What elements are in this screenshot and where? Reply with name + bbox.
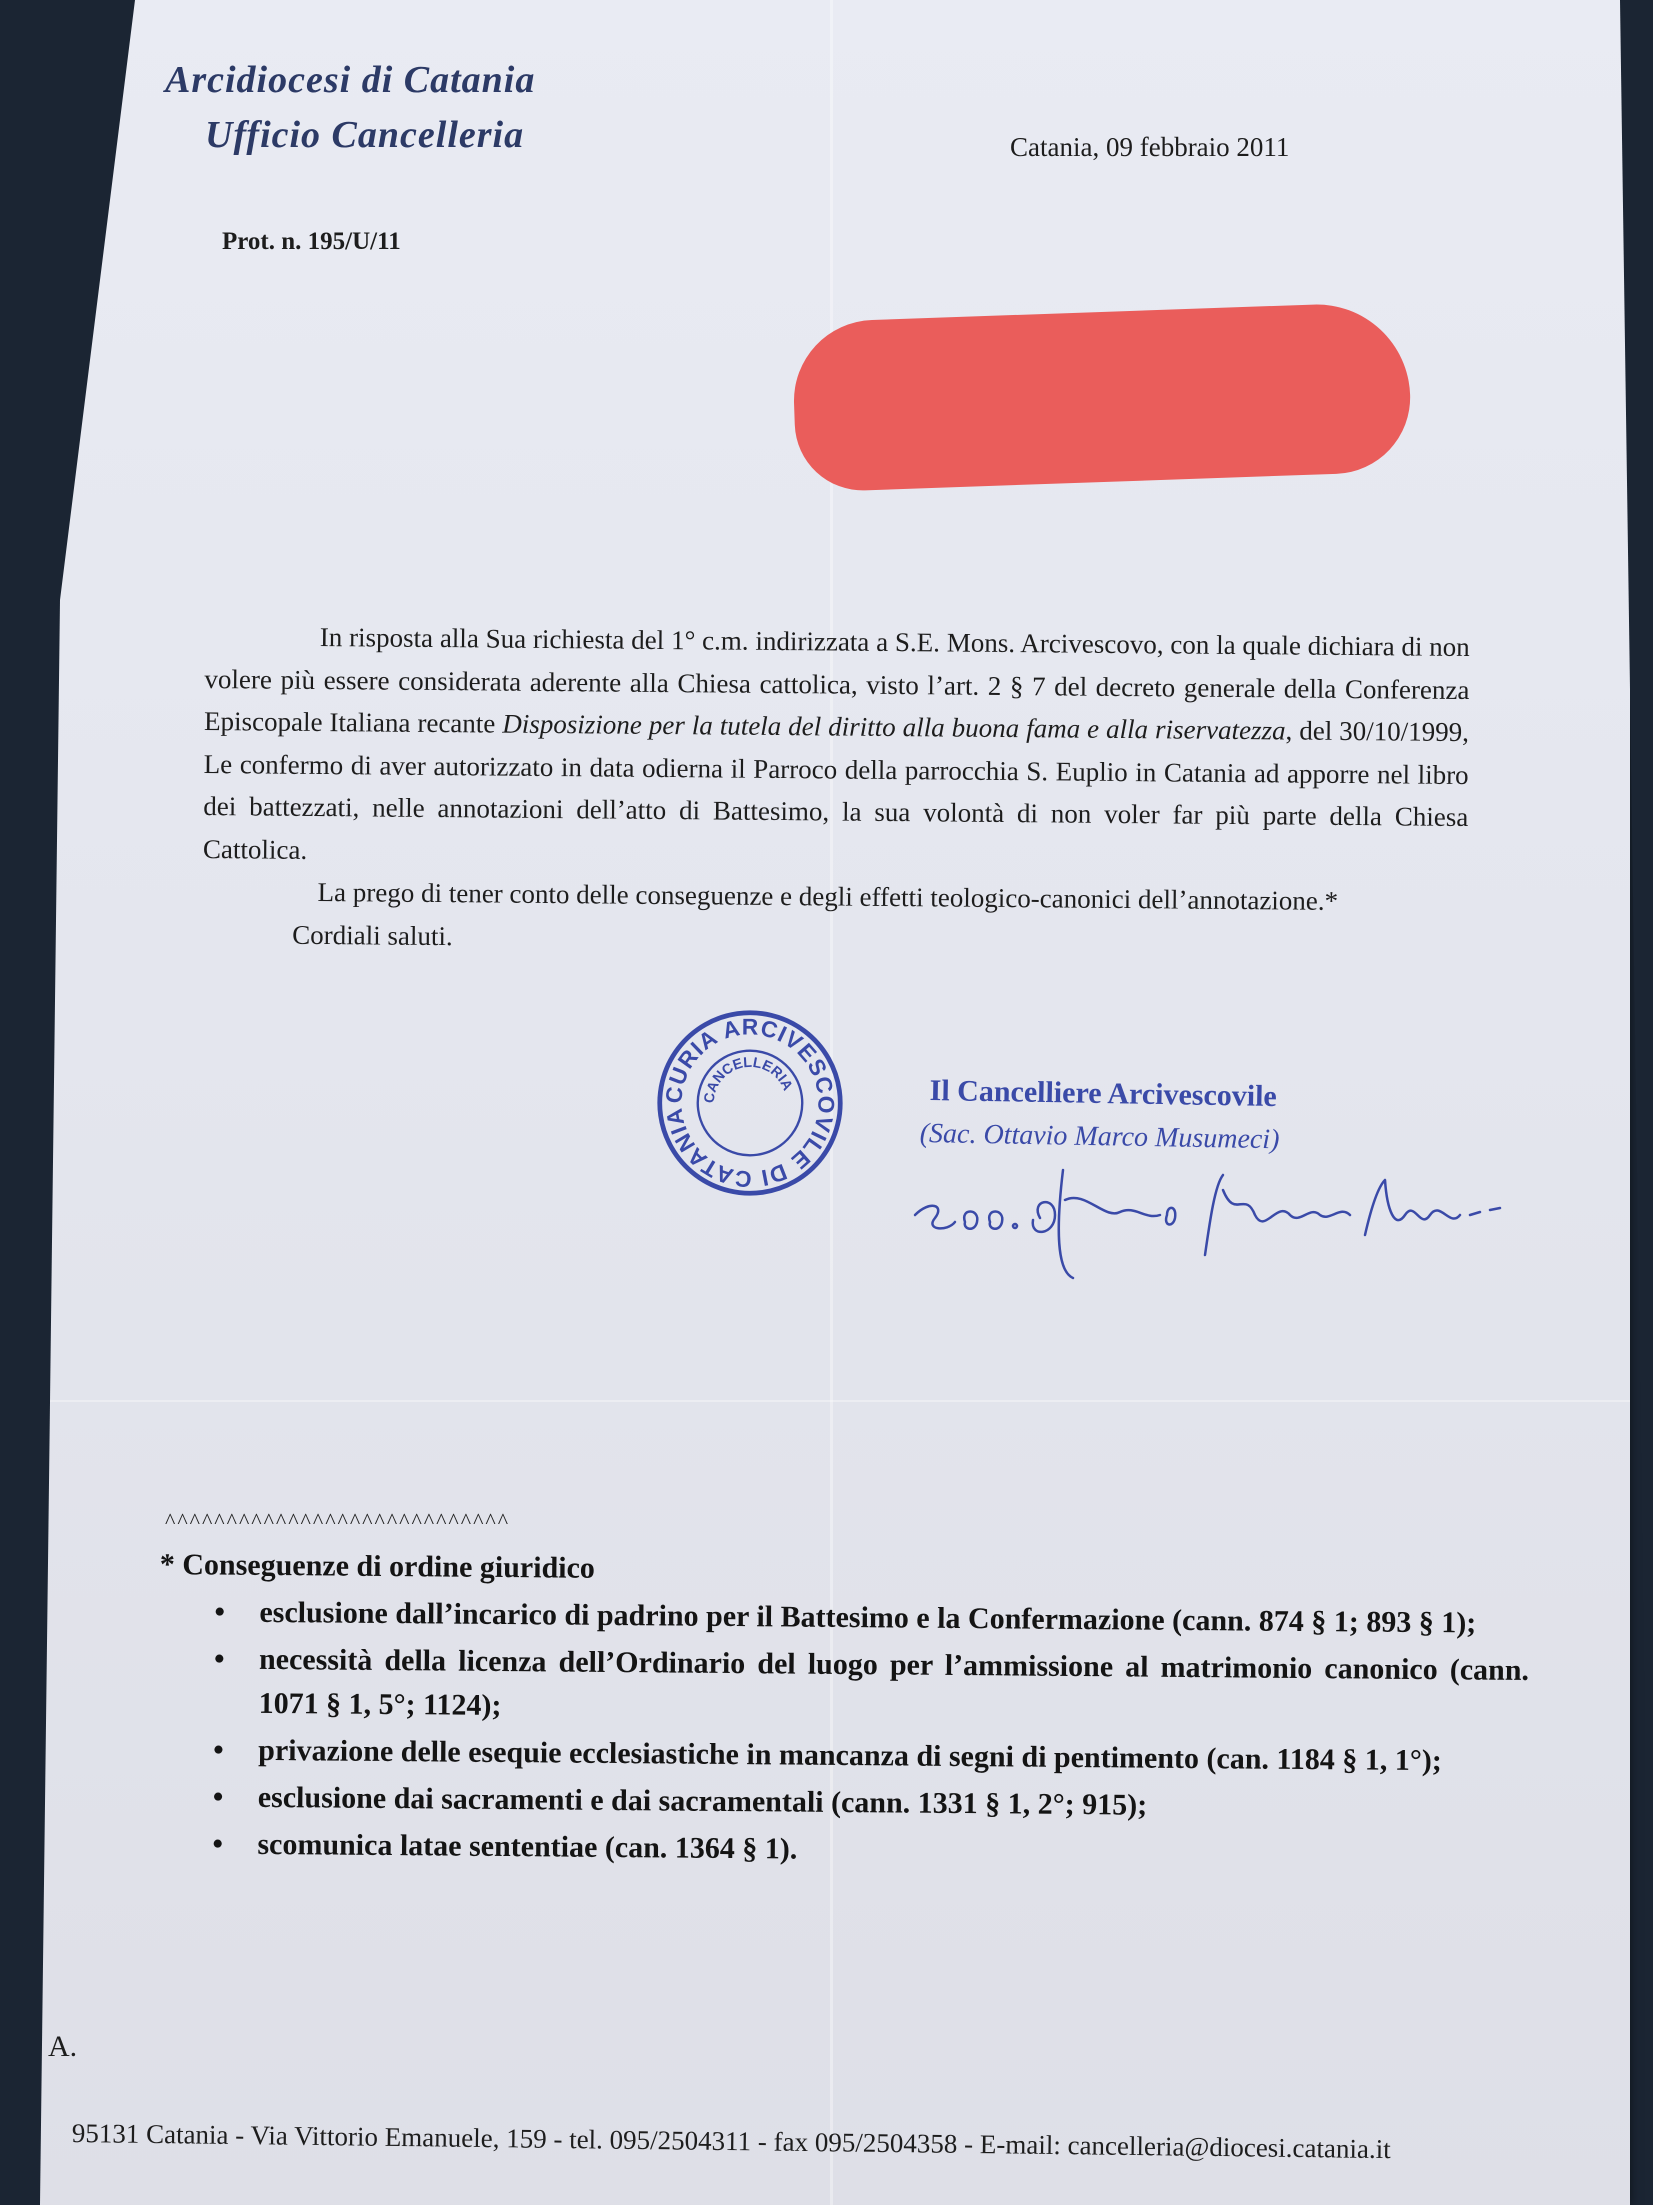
- stamp-inner-text: CANCELLERIA: [701, 1054, 796, 1105]
- footer-contact: 95131 Catania - Via Vittorio Emanuele, 159 - tel. 095/2504311 - fax 095/2504358 - E-mail: cancelleria@diocesi.catania.it: [71, 2118, 1391, 2165]
- paper-fold-horizontal: [40, 1400, 1630, 1402]
- closing-salutation: Cordiali saluti.: [292, 919, 453, 951]
- consequences-title: * Conseguenze di ordine giuridico: [159, 1548, 595, 1585]
- list-item: • necessità della licenza dell’Ordinario del luogo per l’ammissione al matrimonio canonico (cann. 1071 § 1, 5°; 1124);: [258, 1638, 1529, 1737]
- list-item: • privazione delle esequie ecclesiastiche in mancanza di segni di pentimento (can. 1184 § 1, 1°);: [258, 1729, 1528, 1784]
- list-item: • esclusione dall’incarico di padrino per il Battesimo e la Confermazione (cann. 874 § 1; 893 § 1);: [259, 1591, 1529, 1646]
- consequences-list: [157, 1590, 1529, 1878]
- svg-text:CURIA ARCIVESCOVILE DI CATANIA: [649, 1002, 852, 1205]
- stamp-outer-text: CURIA ARCIVESCOVILE DI CATANIA: [660, 1013, 840, 1193]
- author-initial: A.: [48, 2030, 78, 2063]
- paragraph-2: La prego di tener conto delle conseguenze e degli effetti teologico-canonici dell’annotazione.*: [317, 876, 1339, 916]
- letterhead-line-1: Arcidiocesi di Catania: [165, 59, 536, 101]
- letter-date: Catania, 09 febbraio 2011: [1010, 132, 1290, 162]
- protocol-number: Prot. n. 195/U/11: [222, 228, 401, 255]
- section-divider: ^^^^^^^^^^^^^^^^^^^^^^^^^^^^: [165, 1508, 511, 1533]
- paragraph-1: In risposta alla Sua richiesta del 1° c.m. indirizzata a S.E. Mons. Arcivescovo, con la quale dichiara di non volere più essere considerata aderente alla Chiesa cattolica, visto l’art. 2 § 7 del decreto generale della Conferenza Episcopale Italiana recante Disposizione per la tutela del diritto alla buona fama e alla riservatezza, del 30/10/1999, Le confermo di aver autorizzato in data odierna il Parroco della parrocchia S. Euplio in Catania ad apporre nel libro dei battezzati, nelle annotazioni dell’atto di Battesimo, la sua volontà di non voler far più parte della Chiesa Cattolica.: [202, 622, 1470, 865]
- chancery-stamp: [643, 996, 858, 1211]
- signatory-title: Il Cancelliere Arcivescovile: [929, 1074, 1278, 1114]
- list-item: • scomunica latae sententiae (can. 1364 § 1).: [257, 1823, 1527, 1878]
- list-item: • esclusione dai sacramenti e dai sacramentali (cann. 1331 § 1, 2°; 915);: [258, 1776, 1528, 1831]
- letter-body: [202, 615, 1470, 966]
- signatory-name: (Sac. Ottavio Marco Musumeci): [919, 1118, 1280, 1156]
- decree-title: Disposizione per la tutela del diritto alla buona fama e alla riservatezza: [502, 708, 1286, 746]
- consequences-section: [157, 1548, 1530, 1881]
- svg-text:CANCELLERIA: [696, 1049, 796, 1107]
- handwritten-signature: [905, 1160, 1525, 1290]
- letterhead-line-2: Ufficio Cancelleria: [205, 114, 525, 156]
- redaction-mark: [791, 301, 1413, 492]
